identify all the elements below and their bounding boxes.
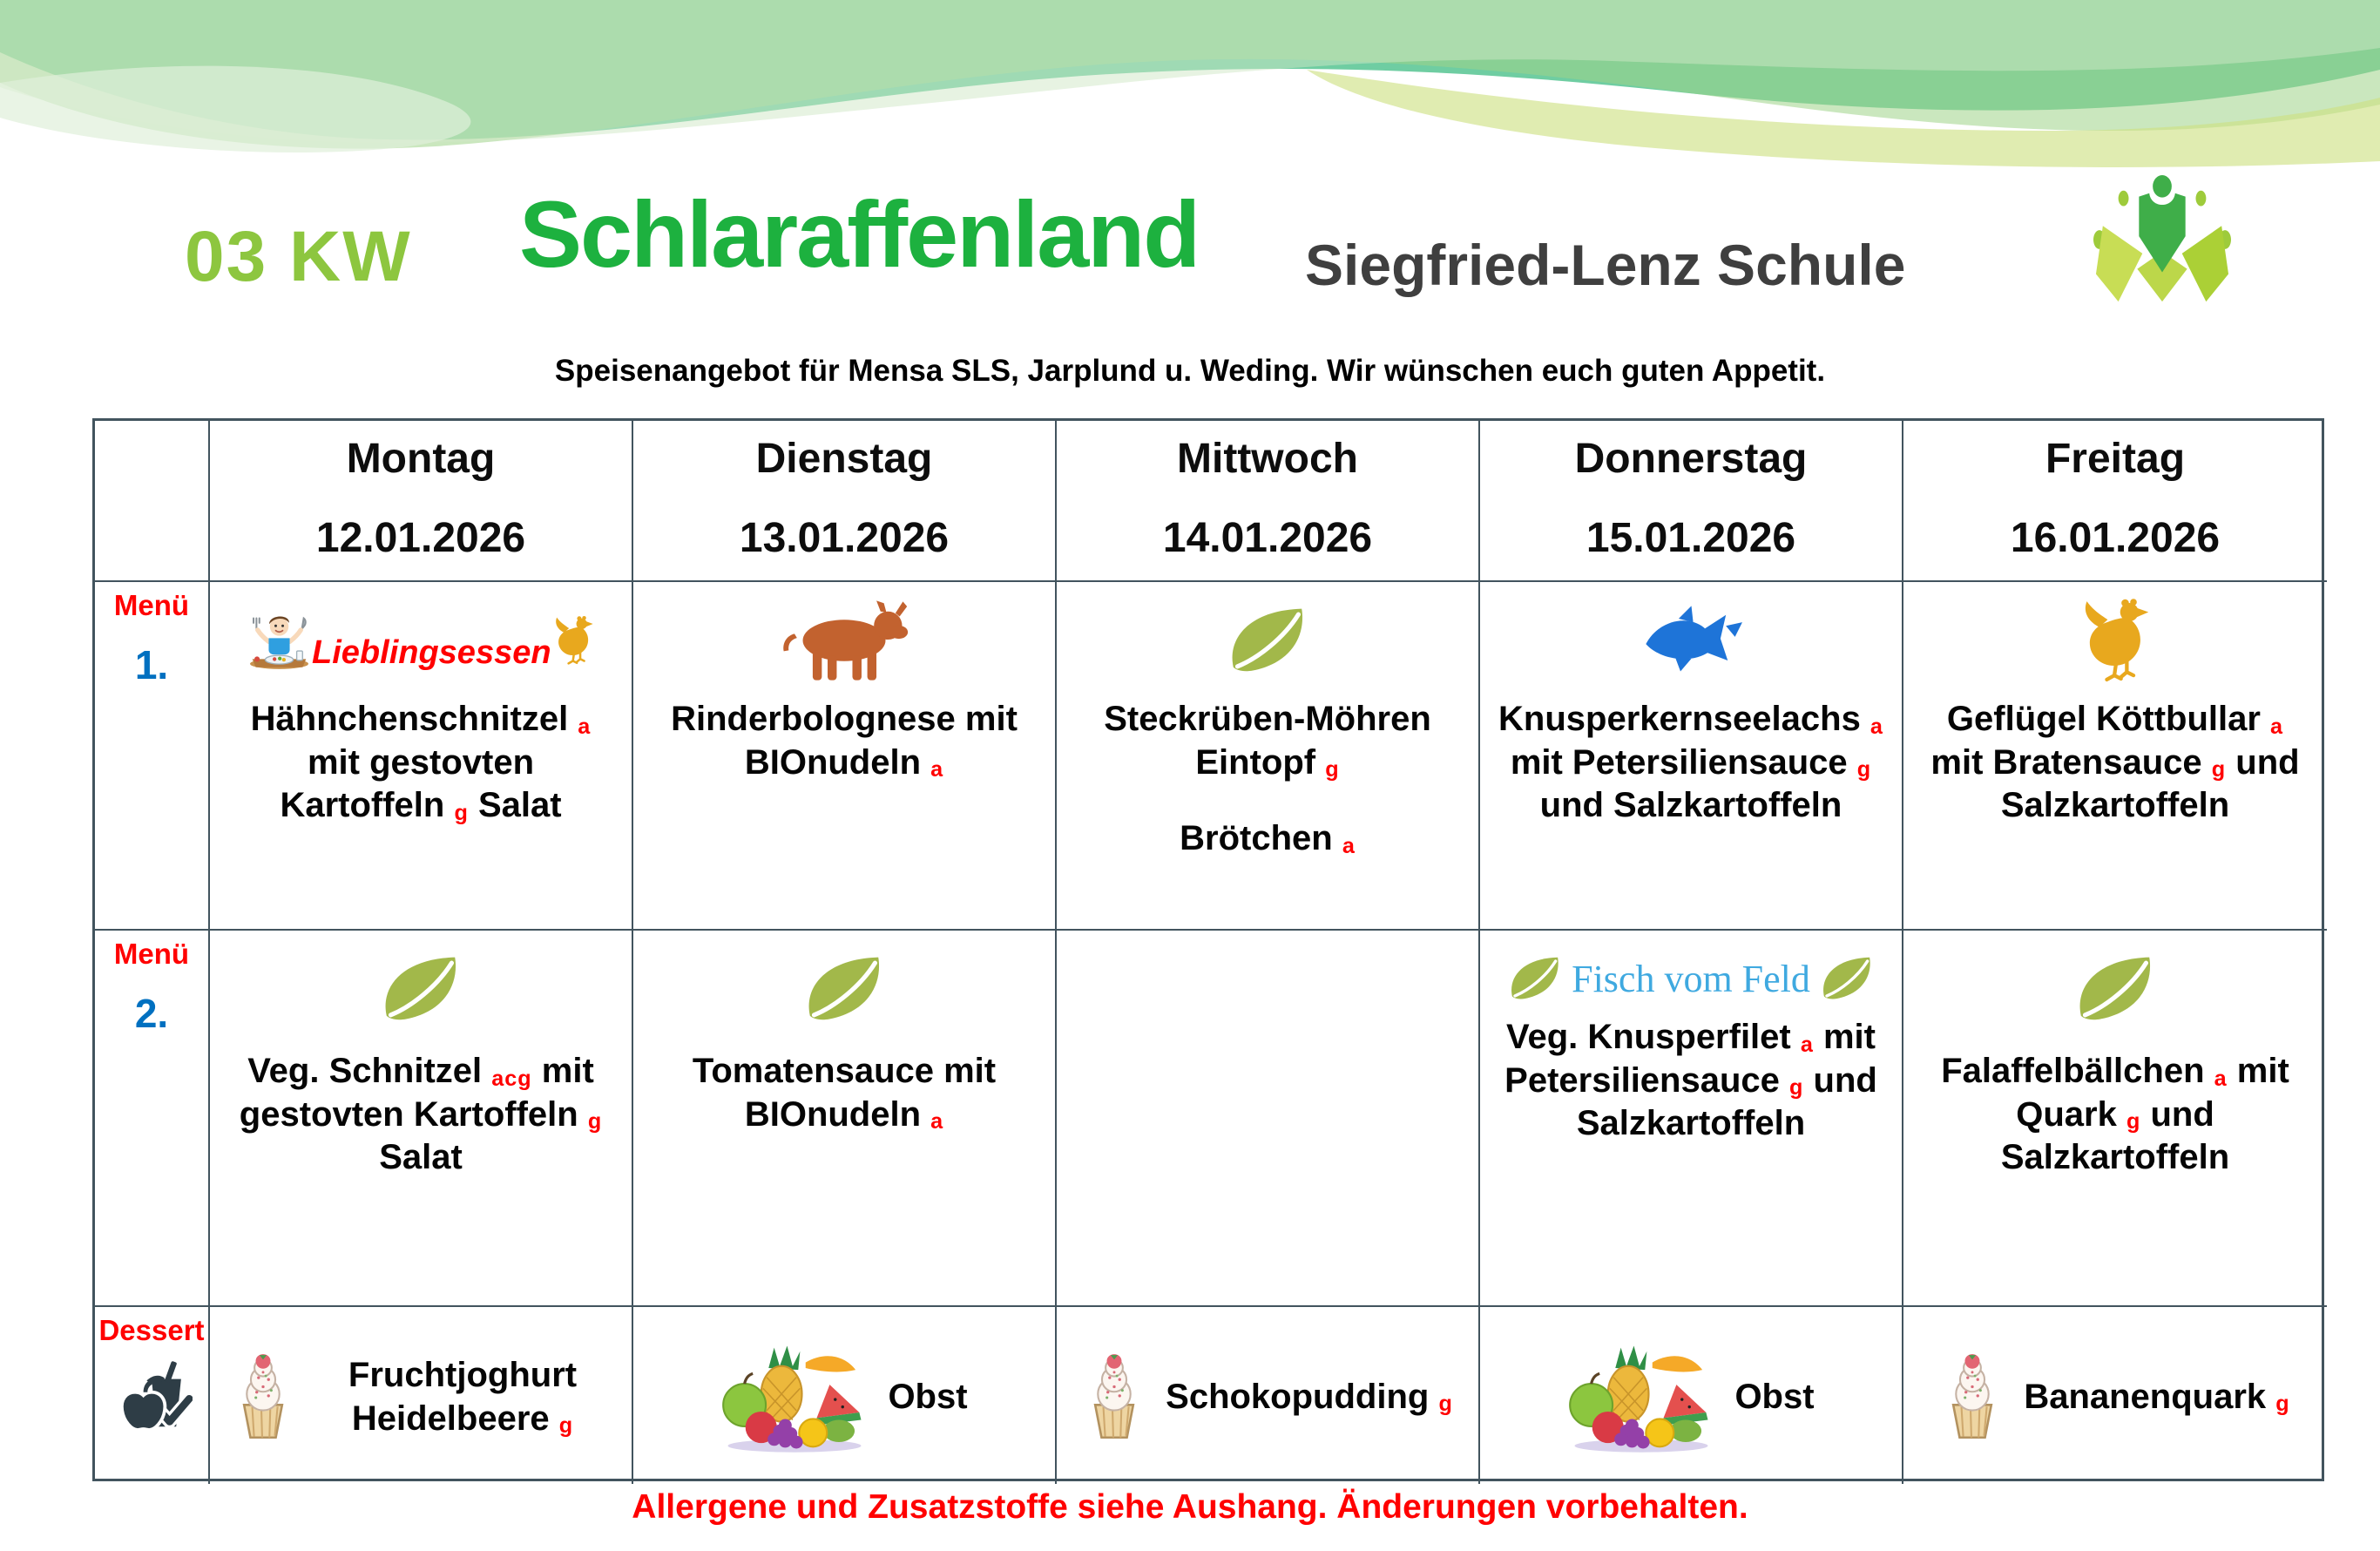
dish-line: Veg. Knusperfilet a mit Petersiliensauce g und Salzkartoffeln xyxy=(1504,1018,1877,1143)
menu2-cell-freitag xyxy=(1903,931,2327,1307)
caterer-logo-icon xyxy=(2089,173,2235,310)
dish-line: Geflügel Köttbullar a mit Bratensauce g und Salzkartoffeln xyxy=(1930,700,2300,825)
day-name: Montag xyxy=(346,436,496,482)
dish-text xyxy=(1734,1376,1814,1419)
menu-label: Menü xyxy=(113,938,190,970)
allergen-code: g xyxy=(1856,757,1872,782)
leaf-icon xyxy=(1226,604,1309,677)
day-name: Donnerstag xyxy=(1574,436,1808,482)
leaf-icon xyxy=(1507,954,1563,1003)
dish-line: Knusperkernseelachs a mit Petersiliensauce g und Salzkartoffeln xyxy=(1498,700,1883,825)
leaf-icon xyxy=(1819,954,1875,1003)
favorite-label: Lieblingsessen xyxy=(312,634,551,671)
menu-number: 2. xyxy=(134,991,169,1036)
allergen-code: a xyxy=(1870,714,1883,739)
dish-line: Falaffelbällchen a mit Quark g und Salzkartoffeln xyxy=(1941,1052,2289,1177)
allergen-code: g xyxy=(2275,1392,2290,1417)
fruit-basket-icon xyxy=(720,1342,869,1453)
day-header-mittwoch xyxy=(1057,421,1480,582)
day-name: Dienstag xyxy=(755,436,933,482)
allergen-code: a xyxy=(930,757,944,782)
menu1-cell-montag xyxy=(210,582,633,931)
menu1-cell-dienstag xyxy=(633,582,1057,931)
dish-line: Hähnchenschnitzel a mit gestovten Kartoffeln g Salat xyxy=(250,700,592,825)
menu-label: Menü xyxy=(113,589,190,621)
dish-text xyxy=(314,1354,611,1440)
dish-text xyxy=(1494,698,1888,828)
dish-line: Tomatensauce mit BIOnudeln a xyxy=(692,1052,997,1134)
day-date: 15.01.2026 xyxy=(1586,515,1796,561)
day-date: 16.01.2026 xyxy=(2010,515,2221,561)
cupcake-icon xyxy=(1940,1352,2005,1443)
menu1-cell-freitag xyxy=(1903,582,2327,931)
menu2-cell-dienstag xyxy=(633,931,1057,1307)
row-label-menu2 xyxy=(95,931,210,1307)
allergen-code: g xyxy=(2126,1109,2141,1134)
allergen-code: g xyxy=(454,800,469,825)
day-date: 14.01.2026 xyxy=(1162,515,1373,561)
week-label: 03 KW xyxy=(185,217,412,296)
allergen-code: g xyxy=(1325,757,1340,782)
dish-line: Steckrüben-Möhren Eintopf g xyxy=(1104,700,1431,782)
fisch-vom-feld-label: Fisch vom Feld xyxy=(1572,957,1810,1000)
leaf-icon xyxy=(379,952,463,1026)
dish-text xyxy=(1494,1016,1888,1146)
dish-text xyxy=(888,1376,967,1419)
row-label-dessert xyxy=(95,1307,210,1484)
boy-eating-icon xyxy=(247,596,312,685)
leaf-icon xyxy=(802,952,886,1026)
header-wave-decoration xyxy=(0,0,2380,174)
dish-line: Veg. Schnitzel acg mit gestovten Kartoffeln g Salat xyxy=(239,1052,603,1177)
allergen-code: g xyxy=(1438,1392,1453,1417)
allergen-code: g xyxy=(558,1413,574,1439)
dish-line: Obst xyxy=(888,1377,968,1416)
allergen-code: a xyxy=(2270,714,2284,739)
menu2-cell-donnerstag xyxy=(1480,931,1903,1307)
subtitle: Speisenangebot für Mensa SLS, Jarplund u. Weding. Wir wünschen euch guten Appetit. xyxy=(554,354,1826,388)
icon-row xyxy=(778,594,910,686)
allergen-code: g xyxy=(2211,757,2227,782)
dish-text xyxy=(647,698,1041,784)
dessert-check-icon xyxy=(111,1361,193,1443)
school-name: Siegfried-Lenz Schule xyxy=(1305,233,1906,297)
dish-line: Brötchen a xyxy=(1180,819,1356,858)
allergen-code: a xyxy=(578,714,592,739)
day-header-donnerstag xyxy=(1480,421,1903,582)
dish-text xyxy=(224,1050,618,1180)
page-title: Schlaraffenland xyxy=(519,181,1200,287)
dish-line: Rinderbolognese mit BIOnudeln a xyxy=(671,700,1018,782)
dessert-cell-mittwoch xyxy=(1057,1307,1480,1484)
allergen-code: acg xyxy=(491,1066,532,1091)
menu-table xyxy=(92,418,2324,1481)
dish-text xyxy=(1917,1050,2313,1180)
menu2-cell-mittwoch xyxy=(1057,931,1480,1307)
day-date: 13.01.2026 xyxy=(739,515,950,561)
dish-text xyxy=(1166,1376,1453,1419)
chicken-icon xyxy=(2078,599,2153,682)
leaf-icon xyxy=(2073,952,2157,1026)
dish-line: Schokopudding g xyxy=(1166,1377,1453,1417)
day-header-montag xyxy=(210,421,633,582)
day-date: 12.01.2026 xyxy=(315,515,526,561)
allergen-code: a xyxy=(2214,1066,2228,1091)
icon-row xyxy=(1226,594,1309,686)
dessert-cell-dienstag xyxy=(633,1307,1057,1484)
dish-text xyxy=(224,698,618,828)
menu2-cell-montag xyxy=(210,931,633,1307)
allergen-code: g xyxy=(1789,1075,1804,1101)
cow-icon xyxy=(778,599,910,682)
dish-text xyxy=(2024,1376,2289,1419)
dish-line: Fruchtjoghurt Heidelbeere g xyxy=(348,1355,578,1439)
allergen-code: a xyxy=(930,1109,944,1134)
day-header-freitag xyxy=(1903,421,2327,582)
day-name: Freitag xyxy=(2045,436,2186,482)
dish-line: Bananenquark g xyxy=(2024,1377,2290,1417)
cupcake-icon xyxy=(1082,1352,1146,1443)
menu1-cell-mittwoch xyxy=(1057,582,1480,931)
row-label-menu1 xyxy=(95,582,210,931)
allergen-code: a xyxy=(1342,833,1356,858)
favorite-row xyxy=(224,594,618,686)
fruit-basket-icon xyxy=(1567,1342,1715,1453)
icon-row xyxy=(1639,594,1743,686)
allergen-code: a xyxy=(1800,1032,1814,1057)
menu-number: 1. xyxy=(134,642,169,687)
dessert-label: Dessert xyxy=(98,1314,205,1346)
allergen-code: g xyxy=(587,1109,603,1134)
icon-row xyxy=(802,943,886,1034)
dessert-cell-montag xyxy=(210,1307,633,1484)
corner-cell xyxy=(95,421,210,582)
icon-row xyxy=(2073,943,2157,1034)
dish-text xyxy=(1071,698,1464,861)
dish-text xyxy=(647,1050,1041,1136)
fish-icon xyxy=(1639,604,1743,677)
dessert-cell-freitag xyxy=(1903,1307,2327,1484)
icon-row xyxy=(379,943,463,1034)
menu1-cell-donnerstag xyxy=(1480,582,1903,931)
allergen-note: Allergene und Zusatzstoffe siehe Aushang. Änderungen vorbehalten. xyxy=(632,1488,1748,1526)
chicken-icon xyxy=(551,602,595,679)
day-header-dienstag xyxy=(633,421,1057,582)
dessert-cell-donnerstag xyxy=(1480,1307,1903,1484)
icon-row xyxy=(2078,594,2153,686)
day-name: Mittwoch xyxy=(1177,436,1358,482)
cupcake-icon xyxy=(231,1352,295,1443)
fisch-vom-feld-row xyxy=(1507,946,1875,1011)
dish-line: Obst xyxy=(1734,1377,1815,1416)
dish-text xyxy=(1917,698,2313,828)
